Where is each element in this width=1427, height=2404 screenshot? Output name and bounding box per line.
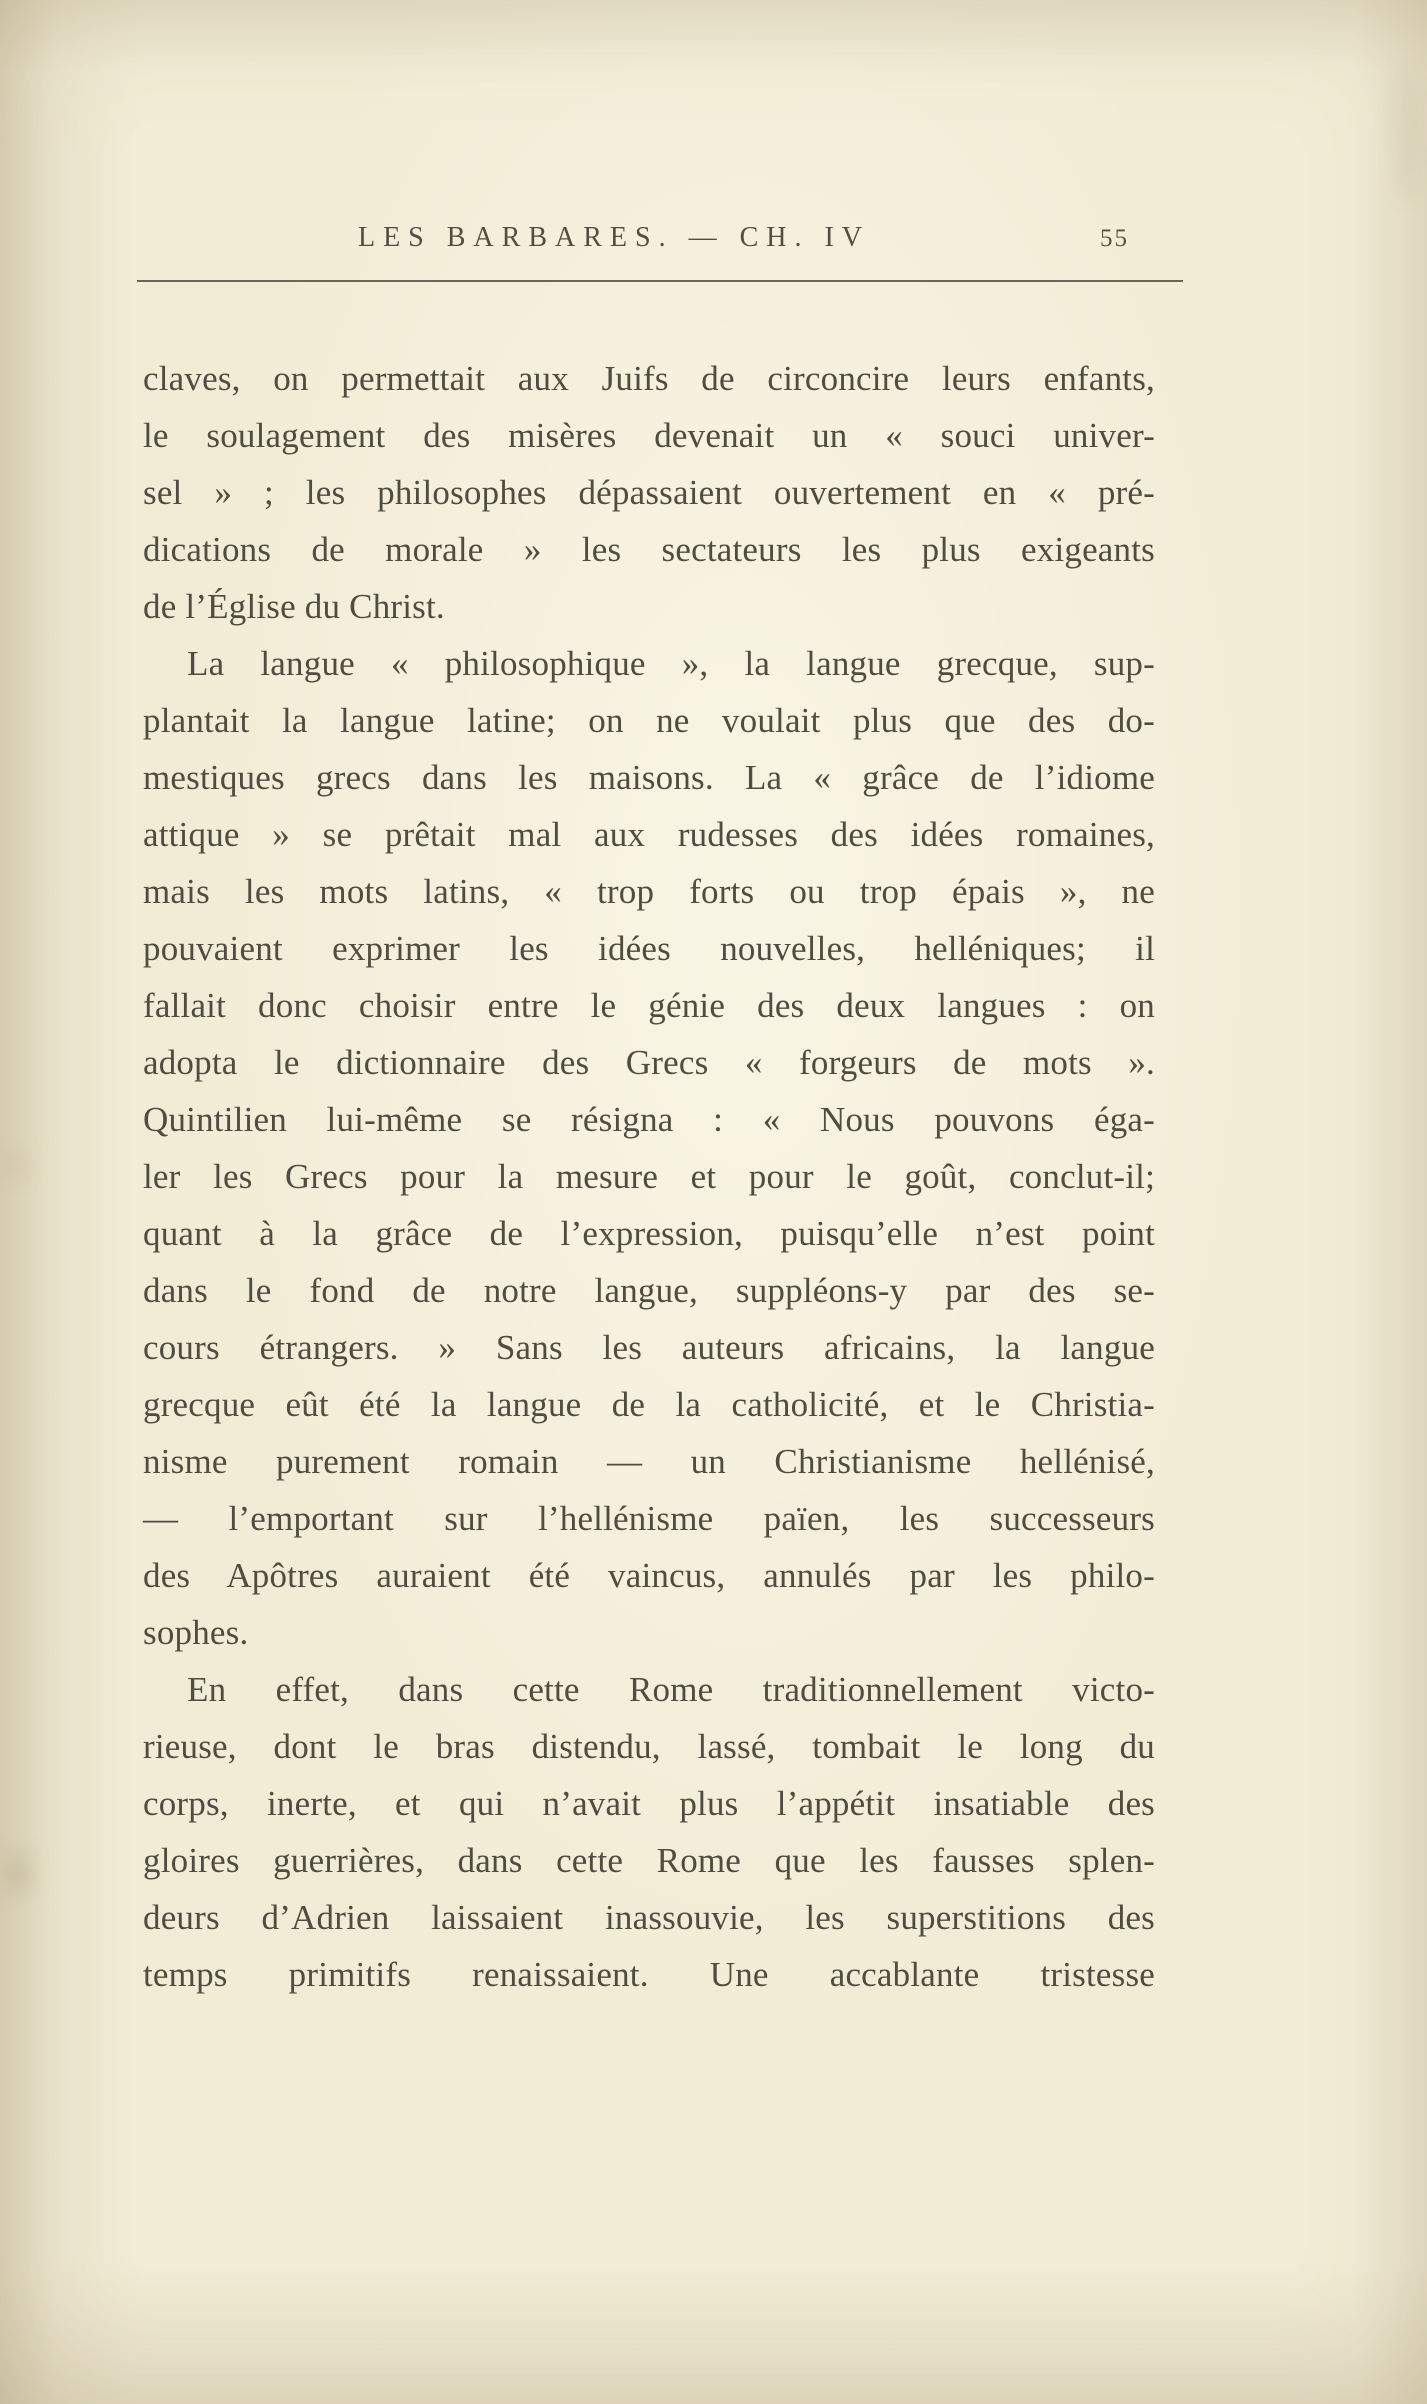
text-line: nisme purement romain — un Christianisme hellénisé,	[143, 1442, 1155, 1481]
paper-smudge	[1395, 60, 1417, 200]
text-line: plantait la langue latine; on ne voulait plus que des do-	[143, 701, 1155, 740]
text-line: mestiques grecs dans les maisons. La « grâce de l’idiome	[143, 758, 1155, 797]
text-line: deurs d’Adrien laissaient inassouvie, les superstitions des	[143, 1898, 1155, 1937]
paragraph	[143, 350, 1155, 635]
page-header	[143, 222, 1155, 262]
text-line: gloires guerrières, dans cette Rome que les fausses splen-	[143, 1841, 1155, 1880]
page-content	[143, 222, 1155, 2003]
text-line: sophes.	[143, 1613, 249, 1652]
text-line: mais les mots latins, « trop forts ou trop épais », ne	[143, 872, 1155, 911]
text-line: des Apôtres auraient été vaincus, annulés par les philo-	[143, 1556, 1155, 1595]
text-line: le soulagement des misères devenait un « souci univer-	[143, 416, 1155, 455]
header-rule	[137, 280, 1183, 282]
text-line: pouvaient exprimer les idées nouvelles, helléniques; il	[143, 929, 1155, 968]
text-line: de l’Église du Christ.	[143, 587, 445, 626]
text-line: corps, inerte, et qui n’avait plus l’appétit insatiable des	[143, 1784, 1155, 1823]
text-line: ler les Grecs pour la mesure et pour le goût, conclut-il;	[143, 1157, 1155, 1196]
paper-smudge	[6, 1850, 32, 1896]
text-line: attique » se prêtait mal aux rudesses des idées romaines,	[143, 815, 1155, 854]
text-line: fallait donc choisir entre le génie des deux langues : on	[143, 986, 1155, 1025]
text-line: dications de morale » les sectateurs les plus exigeants	[143, 530, 1155, 569]
text-line: grecque eût été la langue de la catholicité, et le Christia-	[143, 1385, 1155, 1424]
text-line: cours étrangers. » Sans les auteurs africains, la langue	[143, 1328, 1155, 1367]
text-block	[143, 350, 1155, 2003]
text-line: — l’emportant sur l’hellénisme païen, les successeurs	[143, 1499, 1155, 1538]
text-line: quant à la grâce de l’expression, puisqu’elle n’est point	[143, 1214, 1155, 1253]
text-line: claves, on permettait aux Juifs de circoncire leurs enfants,	[143, 359, 1155, 398]
paper-smudge	[10, 1150, 28, 1180]
text-line: temps primitifs renaissaient. Une accablante tristesse	[143, 1955, 1155, 1994]
running-title: LES BARBARES. — CH. IV	[357, 222, 871, 253]
page-number: 55	[1100, 225, 1129, 252]
text-line: En effet, dans cette Rome traditionnellement victo-	[187, 1670, 1155, 1709]
paragraph	[143, 1661, 1155, 2003]
text-line: adopta le dictionnaire des Grecs « forgeurs de mots ».	[143, 1043, 1155, 1082]
text-line: Quintilien lui-même se résigna : « Nous pouvons éga-	[143, 1100, 1155, 1139]
text-line: sel » ; les philosophes dépassaient ouvertement en « pré-	[143, 473, 1155, 512]
text-line: dans le fond de notre langue, suppléons-y par des se-	[143, 1271, 1155, 1310]
text-line: La langue « philosophique », la langue grecque, sup-	[187, 644, 1155, 683]
text-line: rieuse, dont le bras distendu, lassé, tombait le long du	[143, 1727, 1155, 1766]
paragraph	[143, 635, 1155, 1661]
